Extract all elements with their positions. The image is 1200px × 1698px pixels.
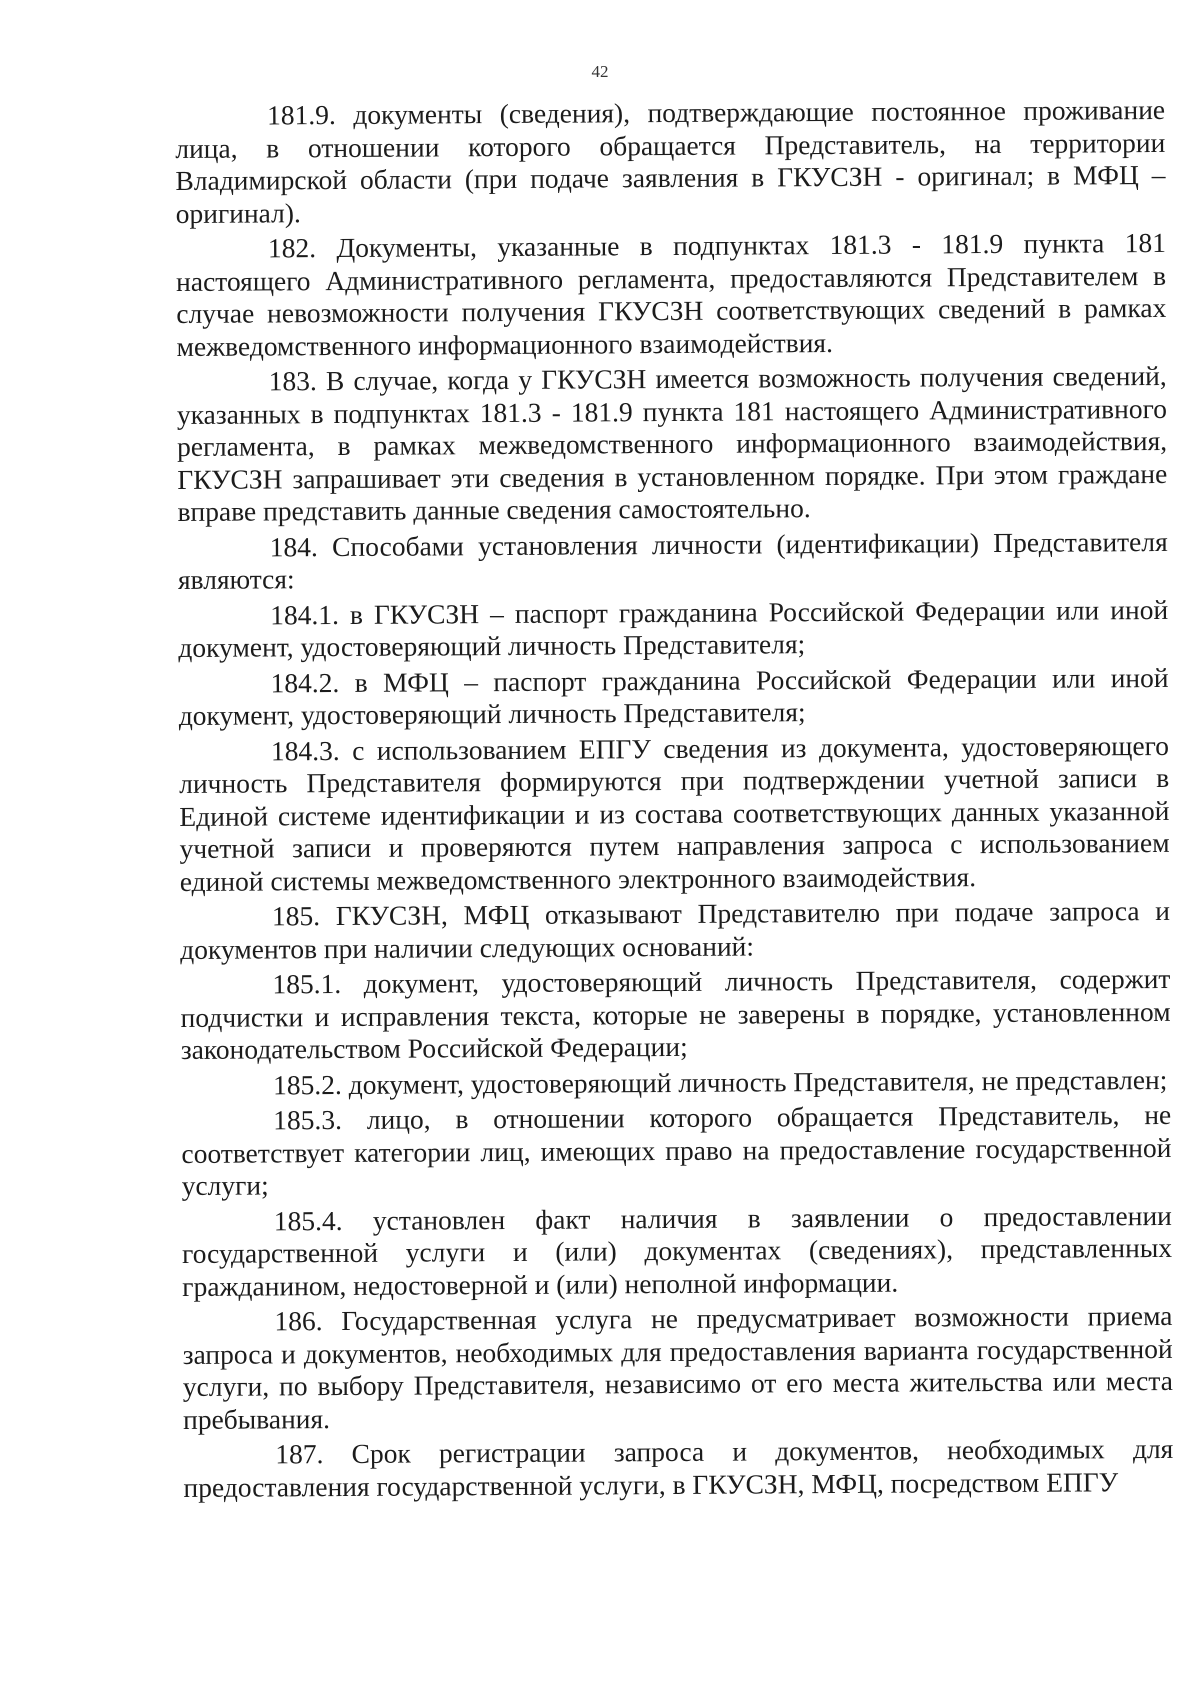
paragraph-185-1: 185.1. документ, удостоверяющий личность Представителя, содержит подчистки и исправления текста, которые не заверены в порядке, установленном законодательством Российской Федерации; [180, 962, 1171, 1065]
page-number: 42 [591, 62, 609, 81]
paragraph-183: 183. В случае, когда у ГКУСЗН имеется возможность получения сведений, указанных в подпунктах 181.3 - 181.9 пункта 181 настоящего Административного регламента, в рамках межведомственного информационного взаимодействия, ГКУСЗН запрашивает эти сведения в установленном порядке. При этом граждане вправе представить данные сведения самостоятельно. [176, 359, 1168, 527]
paragraph-186: 186. Государственная услуга не предусматривает возможности приема запроса и документов, необходимых для предоставления варианта государственной услуги, по выбору Представителя, независимо от его места жительства или места пребывания. [182, 1299, 1173, 1435]
paragraph-181-9: 181.9. документы (сведения), подтверждающие постоянное проживание лица, в отношении которого обращается Представитель, на территории Владимирской области (при подаче заявления в ГКУСЗН - оригинал; в МФЦ – оригинал). [175, 93, 1166, 229]
paragraph-185: 185. ГКУСЗН, МФЦ отказывают Представителю при подаче запроса и документов при наличии следующих оснований: [180, 894, 1171, 965]
paragraph-184-1: 184.1. в ГКУСЗН – паспорт гражданина Российской Федерации или иной документ, удостоверяющий личность Представителя; [178, 593, 1169, 663]
paragraph-185-3: 185.3. лицо, в отношении которого обращается Представитель, не соответствует категории лиц, имеющих право на предоставление государственной услуги; [181, 1098, 1172, 1201]
paragraph-187: 187. Срок регистрации запроса и документов, необходимых для предоставления государственной услуги, в ГКУСЗН, МФЦ, посредством ЕПГУ [183, 1432, 1174, 1503]
paragraph-182: 182. Документы, указанные в подпунктах 181.3 - 181.9 пункта 181 настоящего Административного регламента, предоставляются Представителем в случае невозможности получения ГКУСЗН соответствующих сведений в рамках межведомственного информационного взаимодействия. [176, 226, 1167, 362]
paragraph-184-3: 184.3. с использованием ЕПГУ сведения из документа, удостоверяющего личность Представителя формируются при подтверждении учетной записи в Единой системе идентификации и из состава соответствующих данных указанной учетной записи и проверяются путем направления запроса с использованием единой системы межведомственного электронного взаимодействия. [179, 729, 1170, 897]
document-body [175, 94, 1174, 1507]
paragraph-185-4: 185.4. установлен факт наличия в заявлении о предоставлении государственной услуги и (или) документах (сведениях), представленных гражданином, недостоверной и (или) неполной информации. [181, 1199, 1173, 1302]
paragraph-184-2: 184.2. в МФЦ – паспорт гражданина Российской Федерации или иной документ, удостоверяющий личность Представителя; [178, 661, 1169, 731]
paragraph-185-2: 185.2. документ, удостоверяющий личность Представителя, не представлен; [272, 1063, 1168, 1100]
paragraph-184: 184. Способами установления личности (идентификации) Представителя являются: [177, 525, 1168, 595]
